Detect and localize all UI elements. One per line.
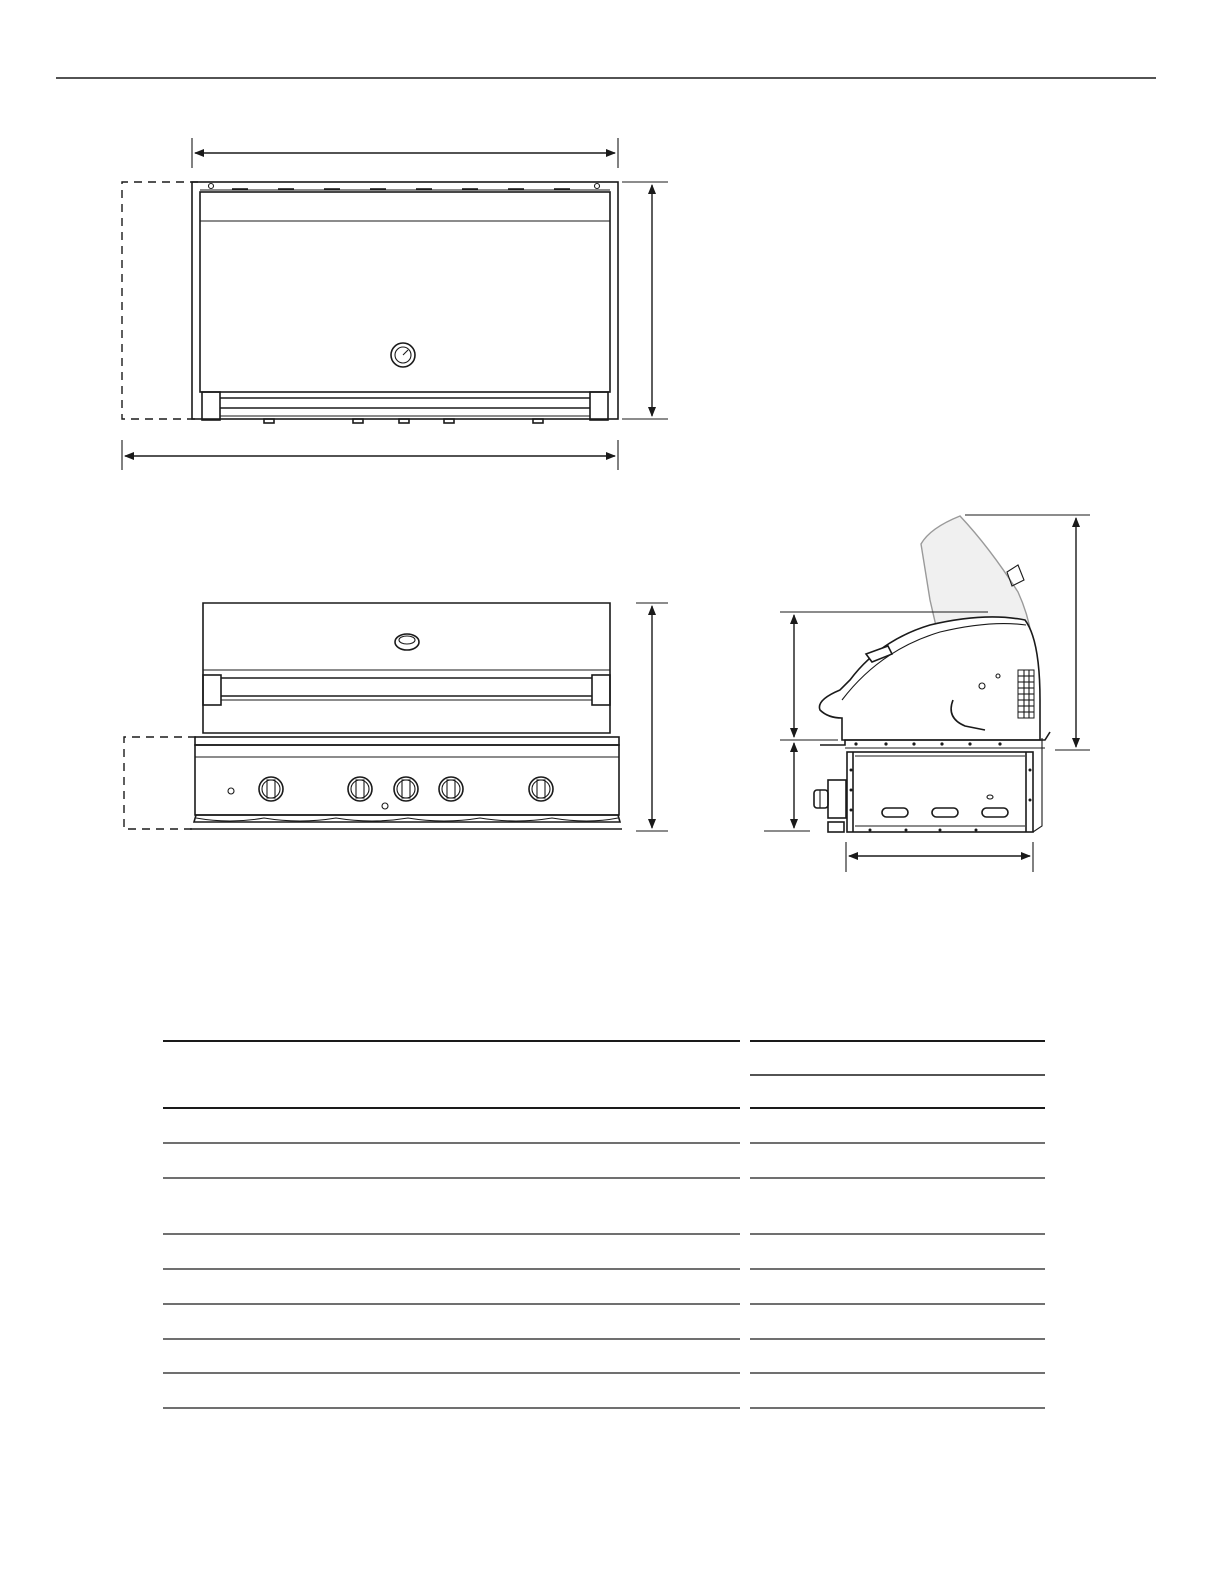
spec-table-header xyxy=(163,1041,1045,1108)
